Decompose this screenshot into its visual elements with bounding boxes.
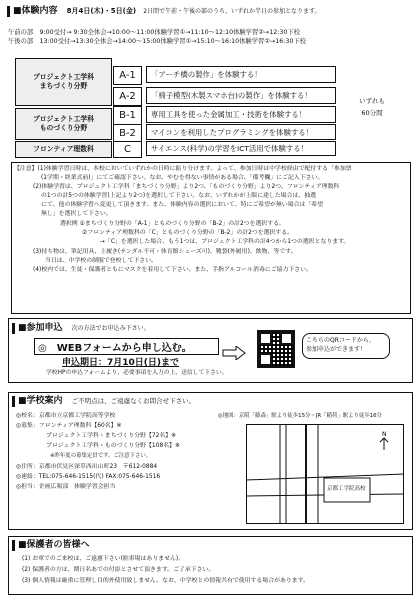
event-dates-note: 2日間で午前・午後の部のうち、いずれか半日の参加となります。 <box>143 8 321 15</box>
qr-note-line: 参加申込ができます！ <box>306 346 367 353</box>
section-subtitle: ご不明点は、ご遠慮なくお問合せ下さい。 <box>71 397 196 405</box>
program-code-c: C <box>113 141 142 158</box>
apply-detail: 学校HPの申込フォームより、必要事項を入力の上、送信して下さい。 <box>46 370 228 376</box>
group-dept: フロンティア理数科 <box>33 145 94 153</box>
program-b2: マイコンを利用したプログラミングを体験する！ <box>146 124 336 140</box>
recruit-frontier: ◎募集：フロンティア理数科【60名】※ <box>16 423 122 429</box>
section-apply-title <box>12 323 150 334</box>
morning-schedule: 午前の部 9:00受付→ 9:30全体会→10:00〜11:00体験学習①→11:10〜12:10体験学習②→12:30下校 <box>8 29 300 36</box>
qr-note-line: こちらのQRコードから、 <box>306 337 375 344</box>
program-code-b2: B-2 <box>113 124 142 142</box>
section-title-text: ■保護者の皆様へ <box>18 540 90 550</box>
guardian-note-1: (1) お車でのご来校は、ご遠慮下さい(駐車場はありません)。 <box>22 556 185 562</box>
recruit-note: ※昨年度の募集定員です。ご注意下さい。 <box>50 453 152 459</box>
note-line: 【注意】(1)体験学習日時は、本校においていずれかの日時に振り分けます。よって、参加日時は中学校経由で配付する「参加票 <box>14 166 352 172</box>
note-line: 無し」を選択して下さい。 <box>41 211 112 217</box>
svg-text:N: N <box>382 431 387 438</box>
section-school-title <box>12 396 195 407</box>
guardian-note-2: (2) 保護者の方は、期日名あでの付添とさせて頂きます。ご了承下さい。 <box>22 567 215 573</box>
recruit-monozukuri: プロジェクト工学科・ものづくり分野【108名】※ <box>46 443 180 449</box>
guardian-note-3: (3) 個人情報は厳重に管理し目的外使用致しません。なお、中学校との情報共有で使用する場合があります。 <box>22 578 309 584</box>
deadline: 申込期日：7月10日(日)まで <box>62 358 180 368</box>
note-line: の1つの計5つの体験学習(上記より2つ)を選択して下さい。なお、いずれかが上限に達した場合は、抽選 <box>41 193 317 199</box>
program-code-a1: A-1 <box>113 66 142 85</box>
note-line: (4)校内では、生徒・保護者ともにマスクを着用して下さい。また、手指アルコール消毒にご協力下さい。 <box>33 267 312 273</box>
section-guardian-title <box>12 540 90 551</box>
program-b1: 専用工具を使った金属加工・技術を体験する！ <box>146 106 336 123</box>
group-dept: プロジェクト工学科 <box>32 73 95 81</box>
note-line: (3)持ち物は、筆記用具、上履き(サンダル不可・体育館シューズ可)、靴袋(外履用)、飲物、等です。 <box>33 249 297 255</box>
note-line: にて、他の体験学習へ変更して頂きます。また、体験内容の選択において、特にご希望が無い場合は「希望 <box>41 202 324 208</box>
note-line: (2)体験学習は、プロジェクト工学科「まちづくり分野」より2つ、「ものづくり分野」より2つ、フロンティア理数科 <box>33 184 340 190</box>
arrow-right-icon <box>222 345 246 364</box>
school-map <box>246 424 404 528</box>
map-school-label: 京都工学院高校 <box>327 486 366 492</box>
recruit-machizukuri: プロジェクト工学科・まちづくり分野【72名】※ <box>46 433 177 439</box>
apply-qr-code[interactable] <box>257 330 295 368</box>
note-line: 選択例 ①まちづくり分野の「A-1」とものづくり分野の「B-2」の計2つを選択する。 <box>60 221 285 227</box>
section-title-text: ■体験内容 <box>13 6 58 16</box>
group-dept: プロジェクト工学科 <box>32 115 95 123</box>
note-line: ②フロンティア理数科の「C」とものづくり分野の「B-2」の計2つを選択する。 <box>82 230 294 236</box>
group-frontier <box>15 141 112 158</box>
school-name: ◎校名：京都市立京都工学院高等学校 <box>16 413 116 419</box>
program-a1: 「アーチ橋の製作」を体験する！ <box>146 66 336 83</box>
group-machizukuri <box>15 58 112 106</box>
group-field: まちづくり分野 <box>39 82 88 90</box>
section-title-text: ■参加申込 <box>18 323 63 333</box>
duration-value: 60分間 <box>361 109 383 117</box>
school-address: ◎住所：京都市伏見区深草西出山町23 〒612-0884 <box>16 464 158 470</box>
note-line: 当日は、中学校の制服で登校して下さい。 <box>45 258 157 264</box>
school-contact: ◎連絡：TEL:075-646-1515(代) FAX:075-646-1516 <box>16 474 161 480</box>
qr-callout-text <box>306 336 375 354</box>
program-code-b1: B-1 <box>113 106 142 125</box>
program-c: サイエンス(科学)の学習をICT活用で体験する！ <box>146 141 336 156</box>
program-a2: 「椅子模型(木製スマホ台)の製作」を体験する！ <box>146 87 336 104</box>
note-line: →「C」を選択した場合、もう1つは、プロジェクト工学科の計4つから1つの選択となります。 <box>100 239 350 245</box>
section-title-text: ■学校案内 <box>18 396 63 406</box>
section-subtitle: 次の方法でお申込み下さい。 <box>71 325 150 332</box>
group-field: ものづくり分野 <box>39 124 88 132</box>
program-code-a2: A-2 <box>113 87 142 106</box>
school-staff: ◎担当：企画広報部 体験学習会担当 <box>16 484 116 490</box>
group-monozukuri <box>15 108 112 140</box>
access-info: ◎地図：京阪「藤森」駅より徒歩15分・JR「稲荷」駅より徒歩16分 <box>218 413 382 419</box>
web-form-label[interactable]: ◎ WEBフォームから申し込む。 <box>38 343 192 354</box>
event-dates: 8月4日(木)・5日(金) <box>66 7 137 15</box>
duration-label: いずれも <box>359 97 385 105</box>
section-program-title <box>7 6 321 17</box>
note-line: (1学期・終業式前)」にてご確認下さい。なお、やむを得ない事情がある場合、「備考欄」にご記入下さい。 <box>41 175 324 181</box>
afternoon-schedule: 午後の部 13:00受付→13:30全体会→14:00〜15:00体験学習①→15:10〜16:10体験学習②→16:30下校 <box>8 38 306 45</box>
duration-note <box>352 95 392 119</box>
